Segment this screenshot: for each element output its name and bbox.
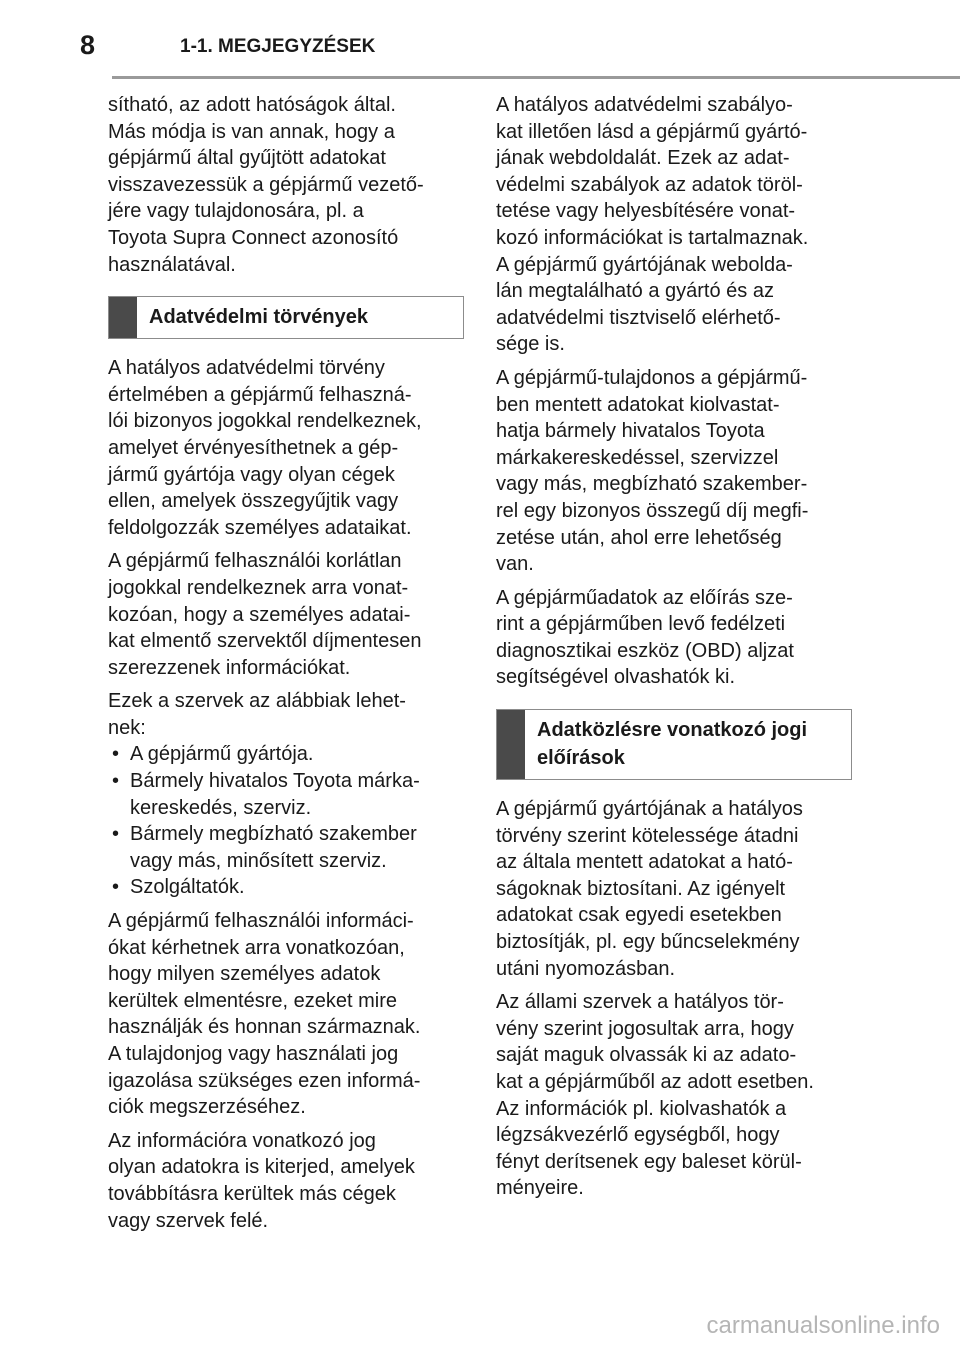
paragraph: A gépjármű felhasználói informáci- ókat kérhetnek arra vonatkozóan, hogy milyen személyes adatok kerültek elmentésre, ezeket mire használják és honnan származnak. A tulajdonjog vagy használati jog igazolása szükséges ezen informá- ciók megszerzéséhez.: [108, 910, 421, 1119]
list-item: • Szolgáltatók.: [108, 874, 464, 901]
heading-bar: [497, 710, 525, 779]
bullet-list: [108, 741, 464, 901]
list-item: • A gépjármű gyártója.: [108, 741, 464, 768]
paragraph: A hatályos adatvédelmi törvény értelmében a gépjármű felhaszná- lói bizonyos jogokkal rendelkeznek, amelyet érvényesíthetnek a gép- jármű gyártója vagy olyan cégek ellen, amelyek összegyűjtik vagy feldolgozzák személyes adataikat.: [108, 357, 422, 539]
right-column: [496, 92, 852, 1209]
list-item: • Bármely hivatalos Toyota márka- kereskedés, szerviz.: [108, 768, 464, 821]
watermark: carmanualsonline.info: [706, 1312, 940, 1339]
paragraph: A gépjármű felhasználói korlátlan jogokkal rendelkeznek arra vonat- kozóan, hogy a személyes adatai- kat elmentő szervektől díjmentesen szerezzenek információkat.: [108, 550, 422, 679]
section-title: 1-1. MEGJEGYZÉSEK: [180, 36, 376, 57]
section-heading: Adatvédelmi törvények: [149, 306, 368, 329]
left-column: [108, 92, 464, 1241]
page-header: [0, 0, 960, 80]
section-heading: Adatközlésre vonatkozó jogi előírások: [537, 719, 808, 770]
header-rule: [112, 76, 960, 79]
heading-bar: [109, 297, 137, 338]
paragraph: A gépjárműadatok az előírás sze- rint a gépjárműben levő fedélzeti diagnosztikai eszköz (OBD) aljzat segítségével olvashatók ki.: [496, 586, 794, 689]
paragraph: Ezek a szervek az alábbiak lehet- nek:: [108, 690, 406, 739]
list-item: • Bármely megbízható szakember vagy más, minősített szerviz.: [108, 821, 464, 874]
section-heading-box: [108, 296, 464, 339]
paragraph: A hatályos adatvédelmi szabályo- kat illetően lásd a gépjármű gyártó- jának webdoldalát. Ezek az adat- védelmi szabályok az adatok töröl- tetése vagy helyesbítésére vonat- kozó információkat is tartalmaznak. A gépjármű gyártójának webolda- lán megtalálható a gyártó és az adatvédelmi tisztviselő elérhető- sége is.: [496, 94, 809, 356]
paragraph: A gépjármű gyártójának a hatályos törvény szerint kötelessége átadni az általa mentett adatokat a ható- ságoknak biztosítani. Az igényelt adatokat csak egyedi esetekben biztosítják, pl. egy bűncselekmény utáni nyomozásban.: [496, 798, 803, 980]
paragraph: Az állami szervek a hatályos tör- vény szerint jogosultak arra, hogy saját maguk olvassák ki az adato- kat a gépjárműből az adott esetben. Az információk pl. kiolvashatók a légzsákvezérlő egységből, hogy fényt derítsenek egy baleset körül- ményeire.: [496, 991, 814, 1200]
section-heading-box: [496, 709, 852, 780]
paragraph: sítható, az adott hatóságok által. Más módja is van annak, hogy a gépjármű által gyűjtött adatokat visszavezessük a gépjármű vezető- jére vagy tulajdonosára, pl. a Toyota Supra Connect azonosító használatával.: [108, 94, 424, 276]
paragraph: Az információra vonatkozó jog olyan adatokra is kiterjed, amelyek továbbításra kerültek más cégek vagy szervek felé.: [108, 1129, 415, 1232]
paragraph: A gépjármű-tulajdonos a gépjármű- ben mentett adatokat kiolvastat- hatja bármely hivatalos Toyota márkakereskedéssel, szervizzel vagy más, megbízható szakember- rel egy bizonyos összegű díj megfi- zetése után, ahol erre lehetőség van.: [496, 366, 809, 576]
page-number: 8: [80, 30, 96, 60]
